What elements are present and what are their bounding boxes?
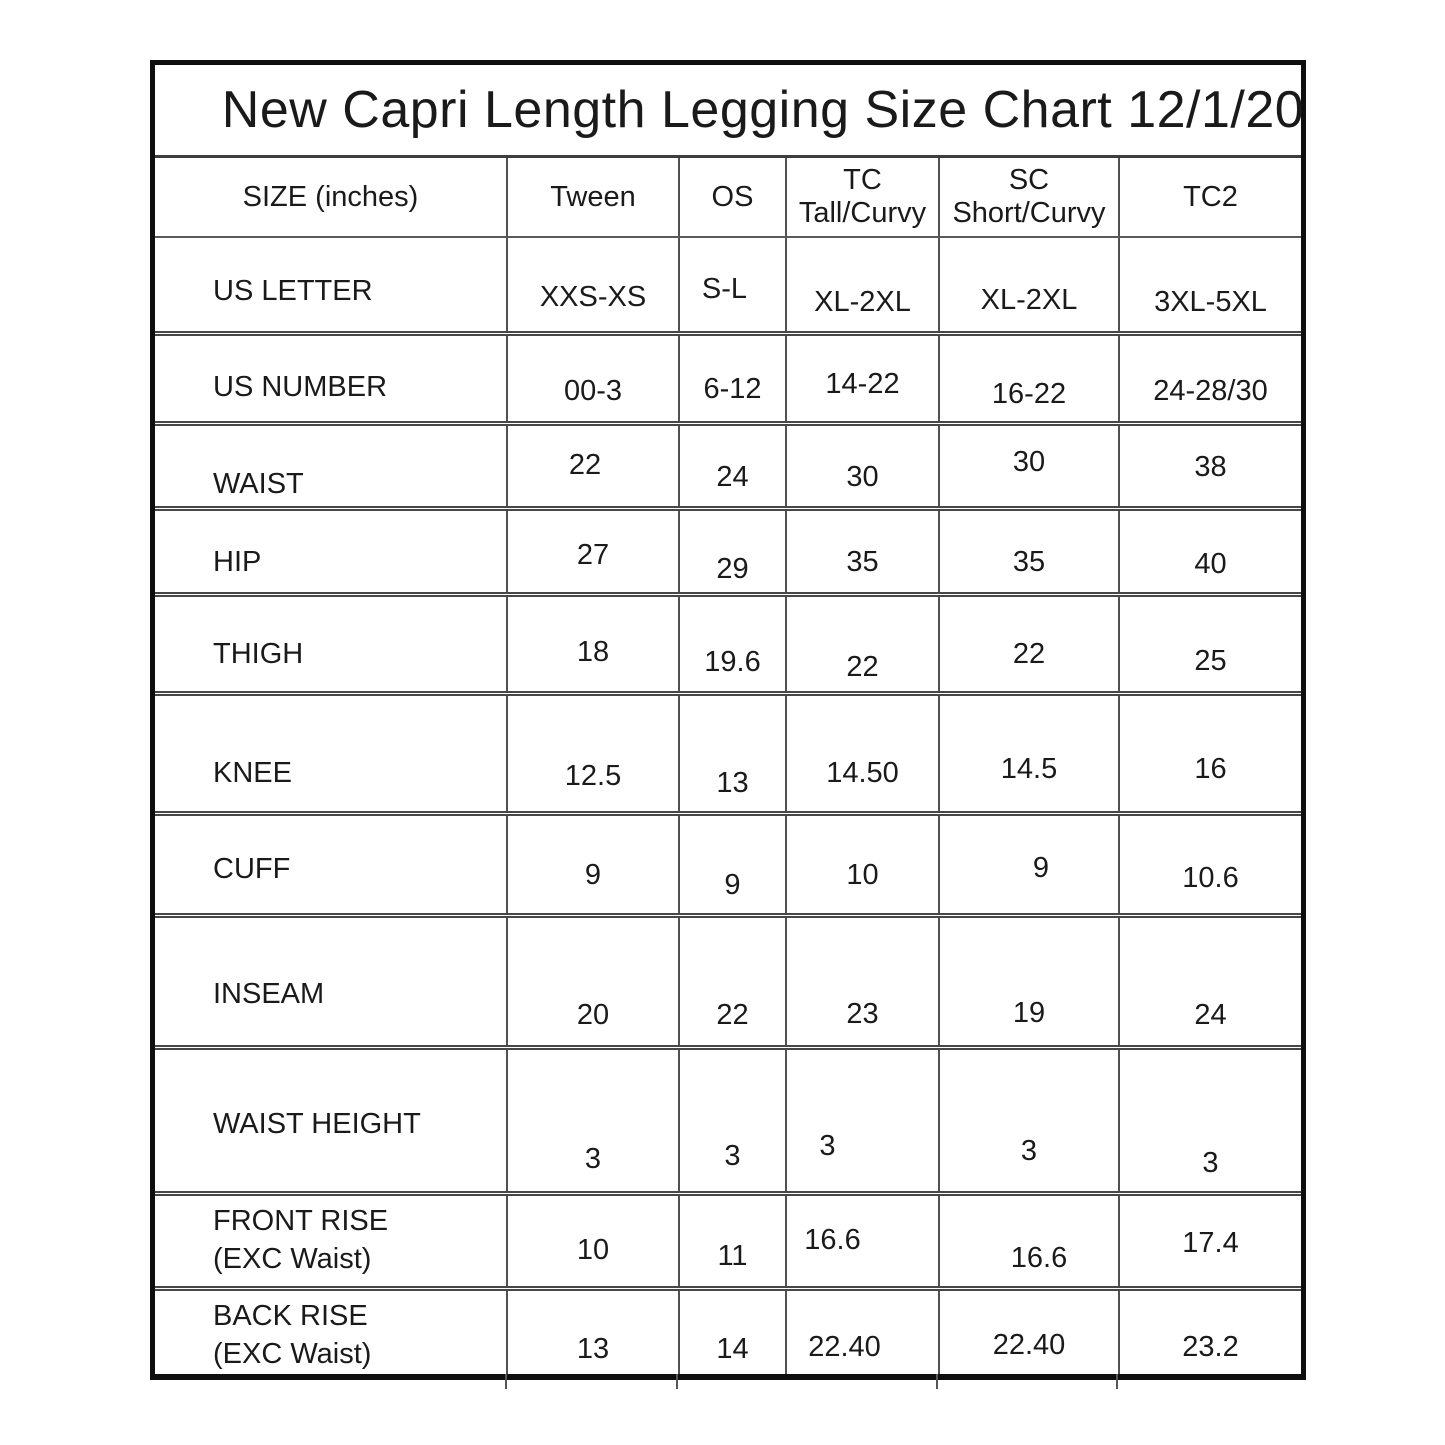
row-sublabel: (EXC Waist) (213, 1338, 372, 1370)
row-label-cell (155, 1291, 506, 1374)
value-cell (1118, 696, 1301, 811)
value-cell (506, 426, 678, 506)
row-label: INSEAM (213, 978, 325, 1010)
cell-value: 20 (576, 999, 610, 1031)
value-cell (678, 1196, 785, 1286)
value-cell (1118, 1291, 1301, 1374)
cell-value: 25 (1194, 645, 1227, 677)
cell-value: S-L (701, 273, 748, 305)
cell-value: 30 (1012, 446, 1046, 478)
header-corner-size-label: SIZE (inches) (242, 180, 419, 213)
value-cell (506, 1196, 678, 1286)
header-col-tween (506, 158, 678, 236)
cell-value: 3 (724, 1140, 741, 1172)
header-col-abbr: Tween (550, 180, 636, 213)
table-row-front-rise (155, 1191, 1301, 1286)
row-label: KNEE (213, 757, 292, 789)
cell-value: 16.6 (804, 1224, 861, 1256)
header-col-abbr: OS (711, 180, 754, 213)
value-cell (938, 426, 1118, 506)
table-row-thigh (155, 592, 1301, 691)
row-label: WAIST HEIGHT (213, 1108, 421, 1140)
value-cell (1118, 426, 1301, 506)
cell-value: 23.2 (1182, 1331, 1239, 1363)
value-cell (938, 511, 1118, 592)
row-label: CUFF (213, 853, 291, 885)
cell-value: 19 (1012, 997, 1046, 1029)
value-cell (678, 511, 785, 592)
cell-value: 3 (1020, 1135, 1038, 1167)
table-row-knee (155, 691, 1301, 811)
value-cell (938, 1050, 1118, 1191)
row-label: FRONT RISE (213, 1205, 389, 1237)
value-cell (938, 816, 1118, 913)
value-cell (785, 336, 938, 421)
size-chart-table (150, 60, 1306, 1380)
cell-value: XL-2XL (980, 284, 1078, 316)
row-label-cell (155, 816, 506, 913)
value-cell (506, 696, 678, 811)
value-cell (785, 426, 938, 506)
grid-line-stub (505, 1374, 507, 1389)
value-cell (785, 597, 938, 691)
cell-value: 24-28/30 (1153, 375, 1268, 407)
cell-value: 22 (716, 999, 749, 1031)
value-cell (785, 696, 938, 811)
cell-value: 16-22 (991, 378, 1067, 410)
value-cell (678, 816, 785, 913)
row-label-cell (155, 1050, 506, 1191)
cell-value: 14.5 (1000, 753, 1058, 785)
header-col-sc (938, 158, 1118, 236)
value-cell (938, 1196, 1118, 1286)
cell-value: 14.50 (826, 757, 899, 789)
row-label: WAIST (213, 468, 304, 500)
value-cell (678, 238, 785, 331)
value-cell (678, 1291, 785, 1374)
row-label: THIGH (213, 638, 304, 670)
header-col-tc2 (1118, 158, 1301, 236)
table-row-us-letter (155, 236, 1301, 331)
row-label-cell (155, 238, 506, 331)
cell-value: 10 (576, 1234, 610, 1266)
value-cell (678, 336, 785, 421)
cell-value: 24 (716, 461, 749, 493)
cell-value: 9 (724, 869, 741, 901)
value-cell (1118, 816, 1301, 913)
value-cell (506, 1291, 678, 1374)
value-cell (785, 1196, 938, 1286)
cell-value: 38 (1194, 451, 1227, 483)
row-label-cell (155, 511, 506, 592)
chart-title: New Capri Length Legging Size Chart 12/1/20 (221, 81, 1305, 139)
value-cell (785, 816, 938, 913)
cell-value: 10 (846, 859, 879, 891)
cell-value: 11 (717, 1240, 748, 1272)
cell-value: 3XL-5XL (1154, 286, 1267, 318)
cell-value: 3 (584, 1143, 602, 1175)
value-cell (785, 1291, 938, 1374)
cell-value: 10.6 (1182, 862, 1239, 894)
row-label: US LETTER (213, 275, 373, 307)
value-cell (506, 511, 678, 592)
value-cell (1118, 918, 1301, 1045)
cell-value: 24 (1194, 999, 1227, 1031)
cell-value: 30 (846, 461, 879, 493)
cell-value: 35 (1012, 546, 1046, 578)
cell-value: 13 (576, 1333, 610, 1365)
row-sublabel: (EXC Waist) (213, 1243, 372, 1275)
cell-value: 6-12 (703, 373, 762, 405)
row-label-cell (155, 426, 506, 506)
header-col-subtitle: Short/Curvy (952, 197, 1106, 229)
cell-value: 22 (568, 449, 602, 481)
table-row-cuff (155, 811, 1301, 913)
value-cell (785, 238, 938, 331)
cell-value: 22 (846, 651, 879, 683)
row-label: US NUMBER (213, 371, 388, 403)
value-cell (506, 1050, 678, 1191)
value-cell (938, 696, 1118, 811)
value-cell (1118, 1050, 1301, 1191)
cell-value: XXS-XS (539, 281, 647, 313)
value-cell (678, 426, 785, 506)
row-label: HIP (213, 546, 262, 578)
value-cell (506, 918, 678, 1045)
cell-value: 3 (819, 1130, 836, 1162)
grid-line-stub (676, 1374, 678, 1389)
cell-value: 16 (1194, 753, 1227, 785)
header-col-abbr: TC2 (1183, 180, 1238, 213)
value-cell (678, 1050, 785, 1191)
cell-value: 17.4 (1182, 1227, 1239, 1259)
cell-value: 23 (846, 998, 879, 1030)
value-cell (506, 597, 678, 691)
table-row-waist (155, 421, 1301, 506)
cell-value: 16.6 (1010, 1242, 1068, 1274)
row-label: BACK RISE (213, 1300, 368, 1332)
header-col-abbr: TC (843, 164, 882, 196)
cell-value: 22.40 (808, 1331, 881, 1363)
table-row-inseam (155, 913, 1301, 1045)
value-cell (506, 238, 678, 331)
cell-value: 9 (584, 859, 602, 891)
value-cell (678, 597, 785, 691)
value-cell (785, 511, 938, 592)
value-cell (1118, 238, 1301, 331)
value-cell (938, 1291, 1118, 1374)
grid-line-stub (1116, 1374, 1118, 1389)
row-label-cell (155, 1196, 506, 1286)
value-cell (506, 816, 678, 913)
table-header-row (155, 155, 1301, 236)
cell-value: 18 (576, 636, 610, 668)
row-label-cell (155, 696, 506, 811)
cell-value: 22 (1012, 638, 1046, 670)
cell-value: 13 (716, 767, 749, 799)
cell-value: 00-3 (563, 375, 623, 407)
grid-line-stub (936, 1374, 938, 1389)
cell-value: 9 (1032, 852, 1050, 884)
row-label-cell (155, 918, 506, 1045)
cell-value: 35 (846, 546, 879, 578)
value-cell (785, 918, 938, 1045)
row-label-cell (155, 597, 506, 691)
cell-value: XL-2XL (814, 286, 911, 318)
cell-value: 22.40 (992, 1329, 1066, 1361)
value-cell (1118, 336, 1301, 421)
value-cell (938, 336, 1118, 421)
value-cell (785, 1050, 938, 1191)
value-cell (938, 918, 1118, 1045)
header-col-os (678, 158, 785, 236)
value-cell (1118, 1196, 1301, 1286)
cell-value: 40 (1194, 548, 1227, 580)
header-col-tc (785, 158, 938, 236)
table-row-waist-height (155, 1045, 1301, 1191)
cell-value: 12.5 (564, 760, 622, 792)
value-cell (678, 696, 785, 811)
table-row-us-number (155, 331, 1301, 421)
cell-value: 29 (716, 553, 749, 585)
value-cell (938, 238, 1118, 331)
row-label-cell (155, 336, 506, 421)
cell-value: 19.6 (704, 646, 761, 678)
cell-value: 14 (716, 1333, 749, 1365)
cell-value: 27 (576, 539, 610, 571)
value-cell (506, 336, 678, 421)
cell-value: 14-22 (825, 368, 900, 400)
value-cell (938, 597, 1118, 691)
value-cell (678, 918, 785, 1045)
cell-value: 3 (1202, 1147, 1219, 1179)
value-cell (1118, 511, 1301, 592)
header-col-abbr: SC (1008, 164, 1050, 196)
table-row-back-rise (155, 1286, 1301, 1374)
header-col-subtitle: Tall/Curvy (798, 197, 927, 229)
table-row-hip (155, 506, 1301, 592)
value-cell (1118, 597, 1301, 691)
